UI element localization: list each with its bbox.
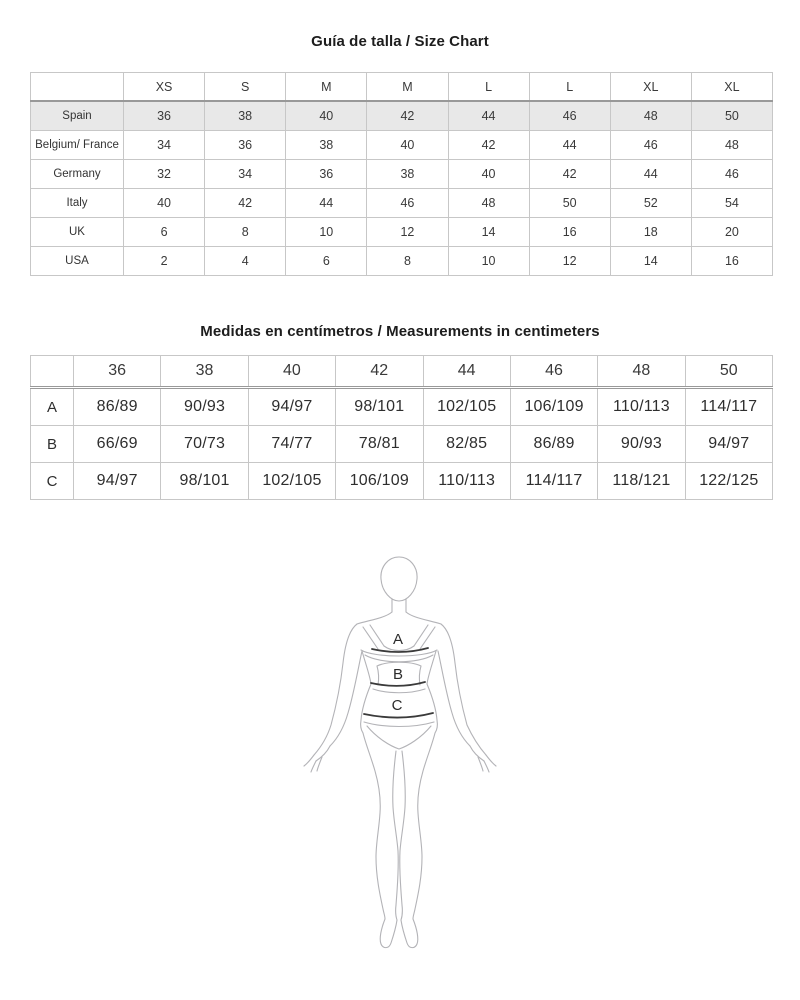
size-value-cell: 10 [448, 247, 529, 276]
size-value-cell: 42 [448, 131, 529, 160]
figure-head [381, 557, 417, 601]
measurement-column-header: 46 [510, 356, 597, 388]
measurements-row [31, 426, 773, 463]
measure-letter-label: A [31, 388, 74, 426]
size-value-cell: 38 [286, 131, 367, 160]
figure-label-c: C [391, 697, 403, 714]
figure-labels [392, 631, 403, 714]
size-chart-body [31, 101, 773, 276]
size-chart-row [31, 160, 773, 189]
size-value-cell: 50 [529, 189, 610, 218]
measurement-value-cell: 86/89 [510, 426, 597, 463]
size-value-cell: 8 [205, 218, 286, 247]
measurement-value-cell: 114/117 [510, 463, 597, 500]
size-value-cell: 14 [610, 247, 691, 276]
country-label: Germany [31, 160, 124, 189]
measurements-row [31, 388, 773, 426]
measurement-column-header: 48 [598, 356, 685, 388]
size-value-cell: 34 [124, 131, 205, 160]
size-value-cell: 6 [124, 218, 205, 247]
measure-letter-label: B [31, 426, 74, 463]
size-value-cell: 46 [610, 131, 691, 160]
country-label: Belgium/ France [31, 131, 124, 160]
measurement-column-header: 44 [423, 356, 510, 388]
measurement-value-cell: 98/101 [161, 463, 248, 500]
country-label: Italy [31, 189, 124, 218]
size-column-header: L [529, 73, 610, 102]
measurement-value-cell: 102/105 [248, 463, 335, 500]
size-value-cell: 54 [691, 189, 772, 218]
measurement-column-header [31, 356, 74, 388]
size-value-cell: 14 [448, 218, 529, 247]
measure-letter-label: C [31, 463, 74, 500]
size-value-cell: 40 [367, 131, 448, 160]
size-value-cell: 20 [691, 218, 772, 247]
size-value-cell: 36 [205, 131, 286, 160]
measurements-table [30, 355, 773, 500]
size-value-cell: 16 [691, 247, 772, 276]
measurement-value-cell: 98/101 [336, 388, 423, 426]
size-value-cell: 34 [205, 160, 286, 189]
measurement-value-cell: 70/73 [161, 426, 248, 463]
country-label: UK [31, 218, 124, 247]
figure-outline [304, 557, 496, 948]
size-value-cell: 36 [286, 160, 367, 189]
country-label: USA [31, 247, 124, 276]
measurement-value-cell: 110/113 [423, 463, 510, 500]
size-value-cell: 46 [529, 101, 610, 131]
size-value-cell: 42 [367, 101, 448, 131]
size-column-header: M [367, 73, 448, 102]
female-croquis-illustration [300, 545, 500, 965]
size-value-cell: 10 [286, 218, 367, 247]
size-value-cell: 44 [610, 160, 691, 189]
measurement-value-cell: 90/93 [161, 388, 248, 426]
measurements-body [31, 388, 773, 500]
size-value-cell: 18 [610, 218, 691, 247]
size-value-cell: 48 [691, 131, 772, 160]
size-value-cell: 32 [124, 160, 205, 189]
size-value-cell: 40 [286, 101, 367, 131]
size-chart-row [31, 218, 773, 247]
size-value-cell: 40 [124, 189, 205, 218]
size-value-cell: 52 [610, 189, 691, 218]
figure-label-b: B [392, 666, 404, 683]
size-chart-row [31, 131, 773, 160]
size-value-cell: 6 [286, 247, 367, 276]
measurement-value-cell: 122/125 [685, 463, 772, 500]
measurement-value-cell: 78/81 [336, 426, 423, 463]
measurement-value-cell: 86/89 [74, 388, 161, 426]
measurements-row [31, 463, 773, 500]
measurement-value-cell: 94/97 [74, 463, 161, 500]
size-value-cell: 48 [448, 189, 529, 218]
size-value-cell: 48 [610, 101, 691, 131]
measurement-value-cell: 94/97 [685, 426, 772, 463]
measurements-header [31, 356, 773, 388]
body-measurement-figure [300, 545, 500, 965]
size-chart-header [31, 73, 773, 102]
size-value-cell: 16 [529, 218, 610, 247]
size-value-cell: 44 [448, 101, 529, 131]
measurement-value-cell: 90/93 [598, 426, 685, 463]
size-value-cell: 4 [205, 247, 286, 276]
size-value-cell: 12 [367, 218, 448, 247]
figure-label-a: A [392, 631, 404, 648]
size-column-header: XL [610, 73, 691, 102]
measurement-column-header: 40 [248, 356, 335, 388]
measurement-value-cell: 118/121 [598, 463, 685, 500]
size-value-cell: 38 [205, 101, 286, 131]
measurement-value-cell: 102/105 [423, 388, 510, 426]
size-value-cell: 50 [691, 101, 772, 131]
measurement-column-header: 38 [161, 356, 248, 388]
size-value-cell: 46 [691, 160, 772, 189]
size-value-cell: 2 [124, 247, 205, 276]
size-column-header: XS [124, 73, 205, 102]
measurement-value-cell: 82/85 [423, 426, 510, 463]
measurement-column-header: 50 [685, 356, 772, 388]
size-chart-title: Guía de talla / Size Chart [311, 33, 489, 50]
size-chart-row [31, 101, 773, 131]
measurements-title: Medidas en centímetros / Measurements in centimeters [200, 323, 600, 340]
size-column-header: M [286, 73, 367, 102]
size-value-cell: 8 [367, 247, 448, 276]
measurement-value-cell: 74/77 [248, 426, 335, 463]
country-label: Spain [31, 101, 124, 131]
size-value-cell: 42 [529, 160, 610, 189]
size-chart-table [30, 72, 773, 276]
measurement-value-cell: 66/69 [74, 426, 161, 463]
size-column-header [31, 73, 124, 102]
measurement-value-cell: 106/109 [336, 463, 423, 500]
size-value-cell: 40 [448, 160, 529, 189]
size-column-header: S [205, 73, 286, 102]
size-value-cell: 12 [529, 247, 610, 276]
measurement-value-cell: 114/117 [685, 388, 772, 426]
size-column-header: XL [691, 73, 772, 102]
size-value-cell: 46 [367, 189, 448, 218]
size-value-cell: 44 [286, 189, 367, 218]
size-column-header: L [448, 73, 529, 102]
measurement-value-cell: 106/109 [510, 388, 597, 426]
size-chart-row [31, 189, 773, 218]
measurement-value-cell: 94/97 [248, 388, 335, 426]
size-value-cell: 36 [124, 101, 205, 131]
size-value-cell: 42 [205, 189, 286, 218]
measurement-value-cell: 110/113 [598, 388, 685, 426]
measurement-column-header: 42 [336, 356, 423, 388]
size-value-cell: 38 [367, 160, 448, 189]
size-chart-row [31, 247, 773, 276]
size-value-cell: 44 [529, 131, 610, 160]
measurement-column-header: 36 [74, 356, 161, 388]
